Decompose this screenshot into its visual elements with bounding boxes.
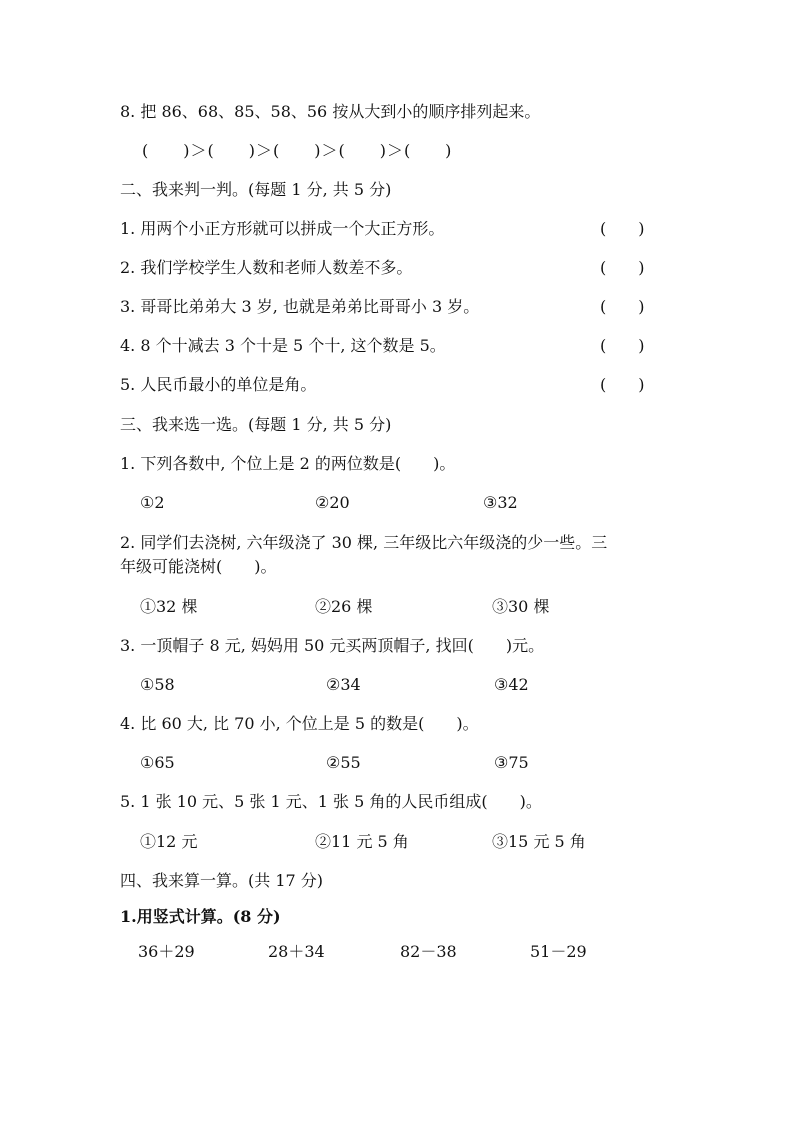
choice-question-4: 4. 比 60 大, 比 70 小, 个位上是 5 的数是( )。 xyxy=(120,714,479,733)
choice-q5-option-2[interactable]: ②11 元 5 角 xyxy=(315,832,409,851)
choice-q3-option-3[interactable]: ③42 xyxy=(494,675,529,694)
choice-q5-option-1[interactable]: ①12 元 xyxy=(140,832,198,851)
choice-q5-option-3[interactable]: ③15 元 5 角 xyxy=(492,832,586,851)
choice-q1-option-2[interactable]: ②20 xyxy=(315,493,350,512)
choice-question-3: 3. 一顶帽子 8 元, 妈妈用 50 元买两顶帽子, 找回( )元。 xyxy=(120,636,545,655)
choice-question-2: 2. 同学们去浇树, 六年级浇了 30 棵, 三年级比六年级浇的少一些。三 xyxy=(120,533,608,552)
judge-blank-3[interactable]: ( ) xyxy=(600,297,645,316)
calc-problem-2: 28＋34 xyxy=(268,942,325,961)
choice-question-1: 1. 下列各数中, 个位上是 2 的两位数是( )。 xyxy=(120,454,456,473)
calc-problem-1: 36＋29 xyxy=(138,942,195,961)
section4-sub1: 1.用竖式计算。(8 分) xyxy=(120,907,281,926)
judge-item-5: 5. 人民币最小的单位是角。 xyxy=(120,375,317,394)
judge-item-1: 1. 用两个小正方形就可以拼成一个大正方形。 xyxy=(120,219,445,238)
calc-problem-3: 82－38 xyxy=(400,942,457,961)
judge-item-4: 4. 8 个十减去 3 个十是 5 个十, 这个数是 5。 xyxy=(120,336,446,355)
calc-problem-4: 51－29 xyxy=(530,942,587,961)
choice-q4-option-1[interactable]: ①65 xyxy=(140,753,175,772)
choice-q2-option-3[interactable]: ③30 棵 xyxy=(492,597,550,616)
judge-blank-2[interactable]: ( ) xyxy=(600,258,645,277)
choice-question-5: 5. 1 张 10 元、5 张 1 元、1 张 5 角的人民币组成( )。 xyxy=(120,792,542,811)
choice-q2-option-1[interactable]: ①32 棵 xyxy=(140,597,198,616)
section4-heading: 四、我来算一算。(共 17 分) xyxy=(120,871,324,890)
choice-q4-option-3[interactable]: ③75 xyxy=(494,753,529,772)
section2-heading: 二、我来判一判。(每题 1 分, 共 5 分) xyxy=(120,180,392,199)
choice-q3-option-2[interactable]: ②34 xyxy=(326,675,361,694)
q8-order-row: ( )＞( )＞( )＞( )＞( ) xyxy=(142,141,453,160)
choice-q4-option-2[interactable]: ②55 xyxy=(326,753,361,772)
choice-q1-option-1[interactable]: ①2 xyxy=(140,493,165,512)
choice-question-2-cont: 年级可能浇树( )。 xyxy=(120,557,277,576)
judge-item-3: 3. 哥哥比弟弟大 3 岁, 也就是弟弟比哥哥小 3 岁。 xyxy=(120,297,480,316)
choice-q2-option-2[interactable]: ②26 棵 xyxy=(315,597,373,616)
judge-blank-1[interactable]: ( ) xyxy=(600,219,645,238)
choice-q1-option-3[interactable]: ③32 xyxy=(483,493,518,512)
choice-q3-option-1[interactable]: ①58 xyxy=(140,675,175,694)
section3-heading: 三、我来选一选。(每题 1 分, 共 5 分) xyxy=(120,415,392,434)
q8-prompt: 8. 把 86、68、85、58、56 按从大到小的顺序排列起来。 xyxy=(120,102,541,121)
judge-blank-4[interactable]: ( ) xyxy=(600,336,645,355)
judge-blank-5[interactable]: ( ) xyxy=(600,375,645,394)
judge-item-2: 2. 我们学校学生人数和老师人数差不多。 xyxy=(120,258,413,277)
